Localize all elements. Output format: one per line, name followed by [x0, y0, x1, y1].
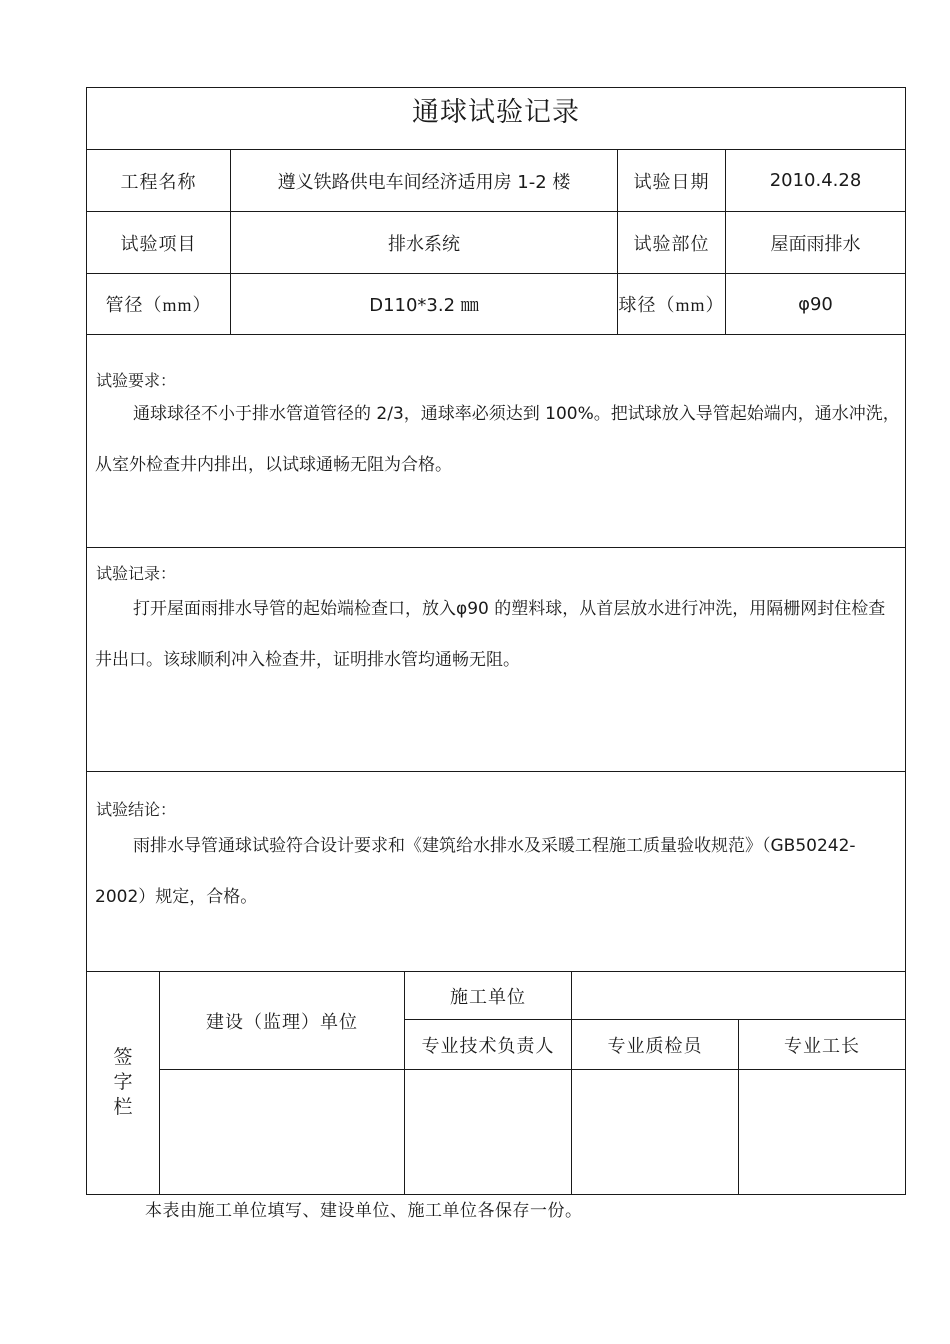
project-name-label: 工程名称: [120, 171, 197, 192]
tech-lead-label: 专业技术负责人: [421, 1035, 555, 1056]
conclusion-heading: 试验结论：: [96, 802, 177, 819]
row-divider: [159, 1069, 906, 1070]
footnote: 本表由施工单位填写、建设单位、施工单位各保存一份。: [145, 1201, 583, 1220]
record-heading: 试验记录：: [96, 566, 177, 583]
record-text: 打开屋面雨排水导管的起始端检查口，放入φ90 的塑料球，从首层放水进行冲洗，用隔栅网封住检查井出口。该球顺利冲入检查井，证明排水管均通畅无阻。: [95, 599, 886, 670]
table-border-right: [905, 87, 906, 1195]
test-location-label: 试验部位: [633, 233, 710, 254]
col-divider: [571, 971, 572, 1195]
test-date-label: 试验日期: [633, 171, 710, 192]
owner-supervisor-label: 建设（监理）单位: [206, 1011, 358, 1032]
construction-unit-label: 施工单位: [450, 986, 526, 1007]
test-date-value: 2010.4.28: [769, 170, 862, 191]
requirements-heading: 试验要求：: [96, 373, 177, 390]
signature-column-label: 签字栏: [113, 1047, 133, 1118]
foreman-label: 专业工长: [784, 1035, 860, 1056]
page-title: 通球试验记录: [412, 96, 580, 127]
table-border-bottom: [86, 1194, 906, 1195]
row-divider: [86, 771, 906, 772]
quality-inspector-label: 专业质检员: [607, 1035, 703, 1056]
conclusion-text: 雨排水导管通球试验符合设计要求和《建筑给水排水及采暖工程施工质量验收规范》（GB50242-2002）规定，合格。: [95, 836, 856, 907]
test-item-label: 试验项目: [120, 233, 197, 254]
pipe-diameter-value: D110*3.2 ㎜: [369, 295, 479, 316]
test-location-value: 屋面雨排水: [770, 233, 861, 255]
row-divider: [86, 334, 906, 335]
row-divider: [86, 547, 906, 548]
test-item-value: 排水系统: [388, 233, 460, 255]
requirements-text: 通球球径不小于排水管道管径的 2/3，通球率必须达到 100%。把试球放入导管起始端内，通水冲洗，从室外检查井内排出，以试球通畅无阻为合格。: [95, 404, 900, 475]
ball-diameter-value: φ90: [798, 293, 833, 315]
ball-diameter-label: 球径（mm）: [618, 295, 725, 315]
project-name-value: 遵义铁路供电车间经济适用房 1-2 楼: [277, 171, 571, 193]
pipe-diameter-label: 管径（mm）: [105, 295, 212, 315]
